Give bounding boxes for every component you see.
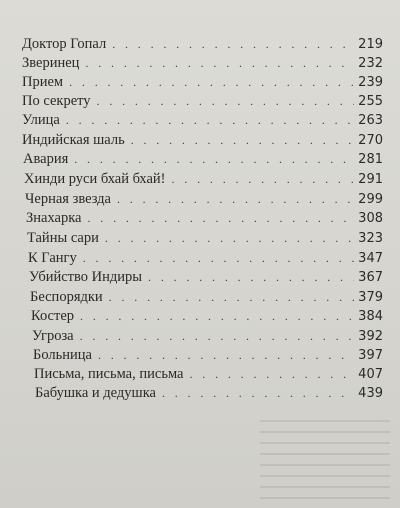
toc-entry-title: Прием [22, 74, 64, 90]
toc-entry-title: Беспорядки [30, 289, 103, 305]
dot-leader [131, 133, 354, 148]
toc-entry-page: 270 [358, 133, 383, 148]
toc-entry-page: 299 [358, 192, 383, 207]
toc-entry-title: Бабушка и дедушка [35, 385, 156, 401]
toc-entry-title: Зверинец [22, 55, 80, 71]
dot-leader [109, 290, 355, 305]
toc-entry [22, 55, 383, 75]
dot-leader [97, 94, 355, 109]
toc-entry-page: 263 [358, 113, 383, 128]
toc-entry [22, 74, 383, 94]
toc-entry-title: Доктор Гопал [22, 36, 107, 52]
toc-entry-title: Индийская шаль [22, 132, 125, 148]
toc-entry [25, 191, 383, 211]
toc-entry [28, 250, 383, 270]
toc-entry-page: 347 [358, 251, 383, 266]
toc-entry [35, 385, 383, 405]
toc-entry [22, 112, 383, 132]
dot-leader [117, 192, 354, 207]
toc-entry-title: Письма, письма, письма [34, 366, 184, 382]
toc-entry [22, 132, 383, 152]
toc-entry-title: Черная звезда [25, 191, 111, 207]
toc-entry-page: 367 [358, 270, 383, 285]
dot-leader [162, 386, 354, 401]
toc-entry-page: 323 [358, 231, 383, 246]
toc-entry-page: 308 [358, 211, 383, 226]
dot-leader [172, 172, 355, 187]
toc-entry-title: Костер [31, 308, 75, 324]
dot-leader [112, 37, 354, 52]
toc-entry [22, 36, 383, 56]
toc-entry [32, 328, 383, 348]
toc-entry-title: Убийство Индиры [29, 269, 143, 285]
toc-entry-title: Улица [22, 112, 60, 128]
toc-entry-page: 439 [358, 386, 383, 401]
dot-leader [148, 270, 354, 285]
toc-entry [27, 230, 383, 250]
dot-leader [98, 348, 354, 363]
toc-entry [23, 151, 383, 171]
toc-entry-title: К Гангу [28, 250, 77, 266]
dot-leader [69, 75, 354, 90]
toc-entry [26, 210, 383, 230]
dot-leader [74, 152, 354, 167]
dot-leader [83, 251, 354, 266]
toc-entry-title: По секрету [22, 93, 91, 109]
toc-entry-title: Угроза [32, 328, 74, 344]
dot-leader [85, 56, 354, 71]
toc-entry-page: 239 [358, 75, 383, 90]
toc-entry [29, 269, 383, 289]
toc-entry-page: 407 [358, 367, 383, 382]
dot-leader [80, 329, 355, 344]
toc-entry-page: 291 [358, 172, 383, 187]
toc-entry [22, 93, 383, 113]
toc-entry-page: 397 [358, 348, 383, 363]
toc-entry-page: 384 [358, 309, 383, 324]
toc-entry-page: 219 [358, 37, 383, 52]
toc-entry-page: 379 [358, 290, 383, 305]
toc-entry-title: Знахарка [26, 210, 82, 226]
toc-entry [34, 366, 383, 386]
toc-entry [30, 289, 383, 309]
dot-leader [189, 367, 354, 382]
toc-entry [33, 347, 383, 367]
toc-entry-page: 281 [358, 152, 383, 167]
toc-entry [31, 308, 383, 328]
toc-entry-page: 255 [358, 94, 383, 109]
dot-leader [80, 309, 354, 324]
dot-leader [87, 211, 354, 226]
toc-entry-title: Больница [33, 347, 92, 363]
toc-entry-title: Тайны сари [27, 230, 99, 246]
toc-entry-page: 392 [358, 329, 383, 344]
bleed-through-text [260, 420, 390, 500]
toc-entry [24, 171, 383, 191]
toc-entry-title: Авария [23, 151, 69, 167]
toc-entry-page: 232 [358, 56, 383, 71]
dot-leader [105, 231, 354, 246]
dot-leader [66, 113, 354, 128]
toc-entry-title: Хинди руси бхай бхай! [24, 171, 166, 187]
